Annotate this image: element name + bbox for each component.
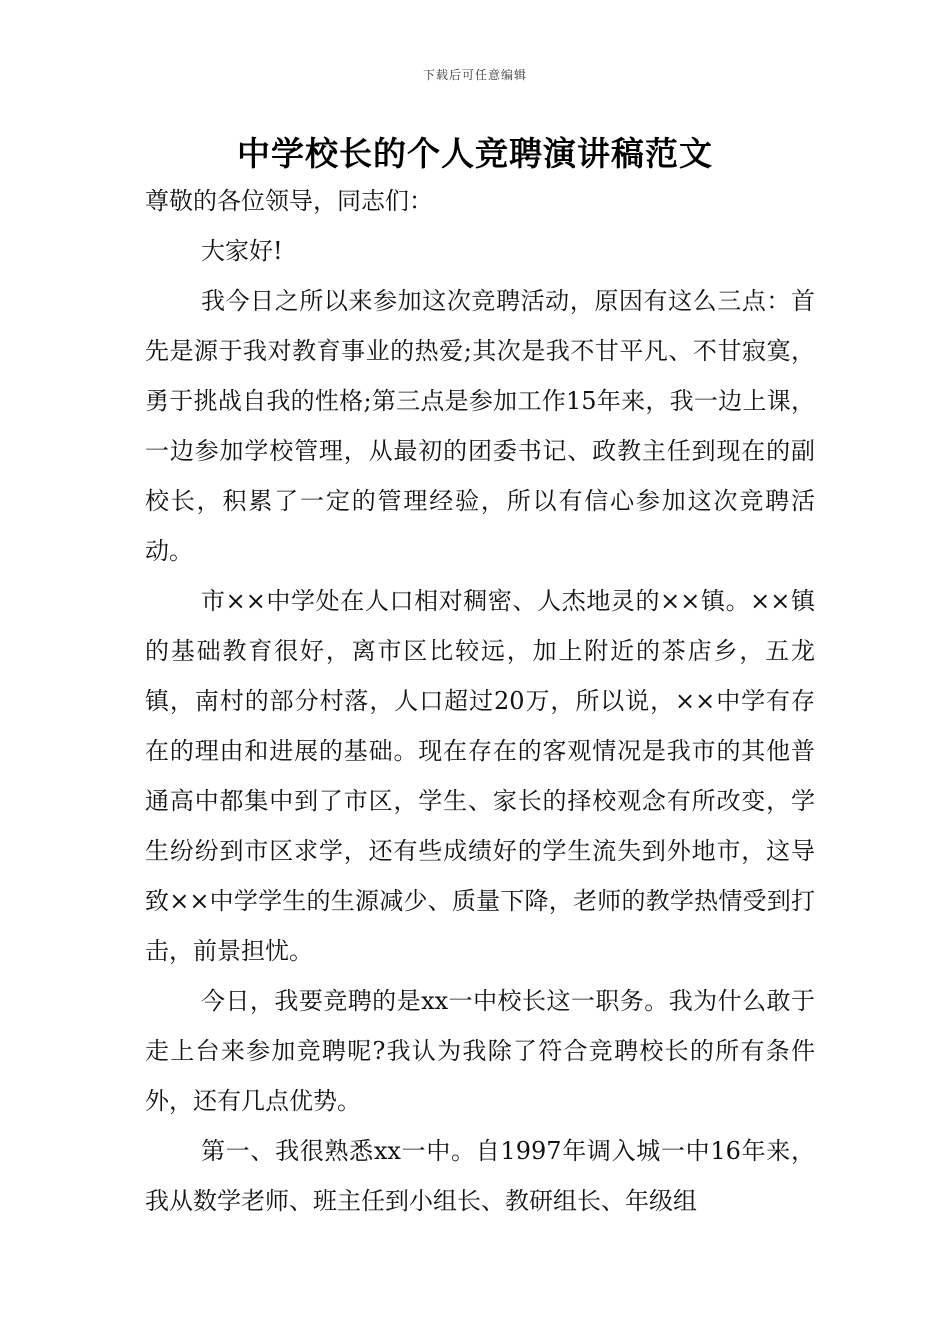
document-title: 中学校长的个人竞聘演讲稿范文	[237, 134, 713, 173]
paragraph-position: 今日，我要竞聘的是xx一中校长这一职务。我为什么敢于走上台来参加竞聘呢?我认为我除了符合竞聘校长的所有条件外，还有几点优势。	[145, 987, 815, 1115]
paragraph-first-advantage: 第一、我很熟悉xx一中。自1997年调入城一中16年来，我从数学老师、班主任到小组长、教研组长、年级组	[145, 1137, 815, 1215]
paragraph-school-situation: 市××中学处在人口相对稠密、人杰地灵的××镇。××镇的基础教育很好，离市区比较远，加上附近的茶店乡，五龙镇，南村的部分村落，人口超过20万，所以说，××中学有存在的理由和进展的基础。现在存在的客观情况是我市的其他普通高中都集中到了市区，学生、家长的择校观念有所改变，学生纷纷到市区求学，还有些成绩好的学生流失到外地市，这导致××中学学生的生源减少、质量下降，老师的教学热情受到打击，前景担忧。	[145, 587, 815, 965]
header-note: 下载后可任意编辑	[422, 68, 527, 82]
paragraph-reasons: 我今日之所以来参加这次竞聘活动，原因有这么三点：首先是源于我对教育事业的热爱;其次是我不甘平凡、不甘寂寞，勇于挑战自我的性格;第三点是参加工作15年来，我一边上课，一边参加学校管理，从最初的团委书记、政教主任到现在的副校长，积累了一定的管理经验，所以有信心参加这次竞聘活动。	[145, 287, 815, 565]
paragraph-greeting: 大家好!	[201, 237, 283, 265]
salutation: 尊敬的各位领导，同志们：	[145, 187, 433, 215]
document-body	[145, 176, 815, 1226]
